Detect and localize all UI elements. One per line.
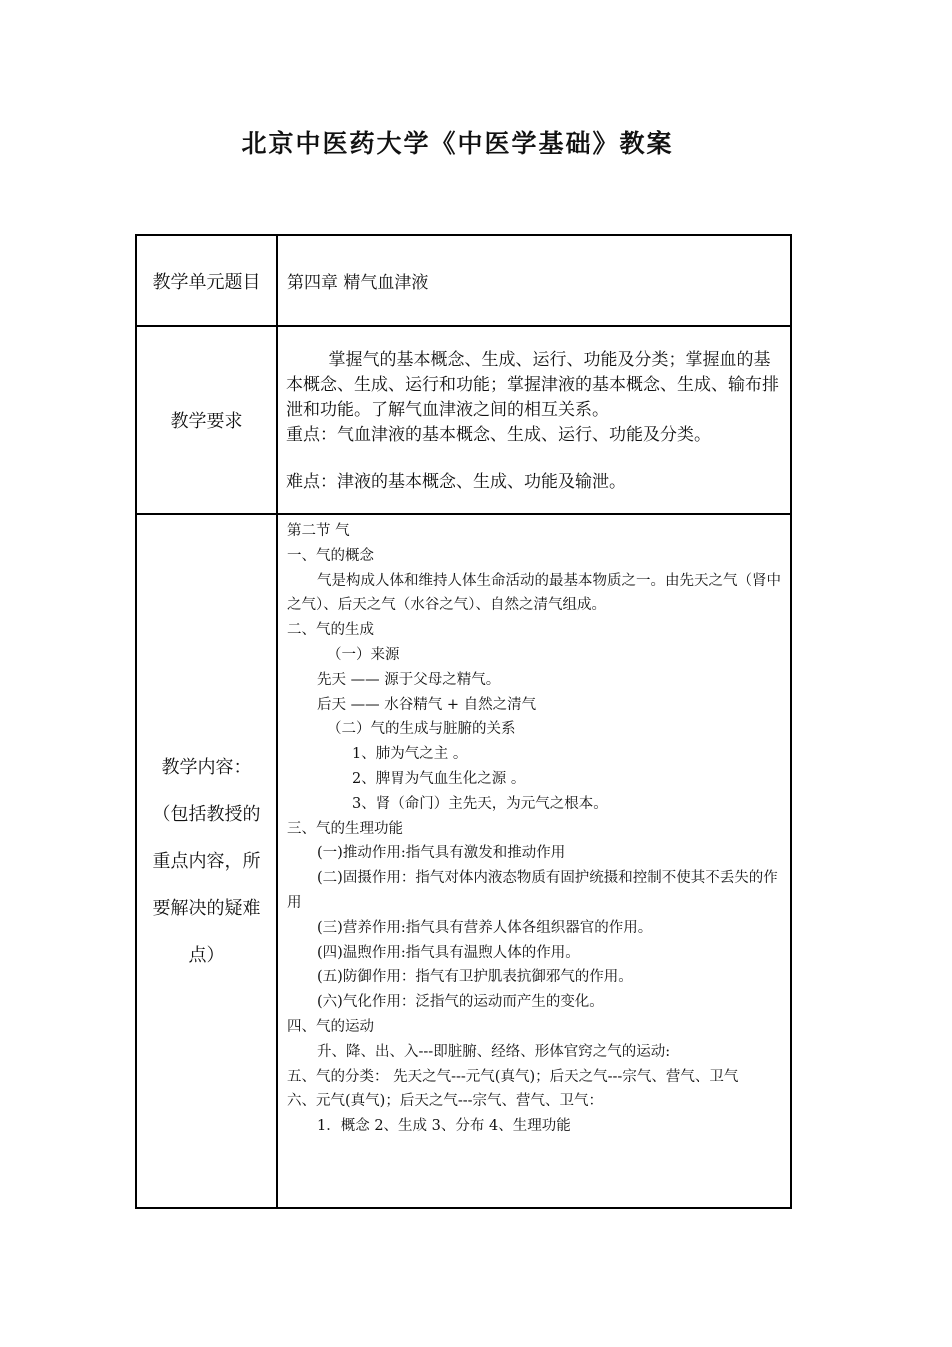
content-label-line: 点） (188, 944, 225, 966)
content-label-line: （包括教授的 (152, 803, 261, 825)
list-item: (二)固摄作用：指气对体内液态物质有固护统摄和控制不使其不丢失的作用 (287, 870, 778, 911)
table-row-requirements (136, 326, 791, 514)
list-item: (三)营养作用:指气具有营养人体各组织器官的作用。 (317, 919, 653, 936)
list-item: 2、脾胃为气血生化之源 。 (352, 770, 526, 787)
table-row-content (136, 514, 791, 1208)
list-item: 升、降、出、入---即脏腑、经络、形体官窍之气的运动: (317, 1043, 671, 1060)
section-heading: 第二节 气 (287, 523, 350, 539)
unit-label: 教学单元题目 (136, 235, 277, 326)
subheading: 三、气的生理功能 (287, 820, 403, 837)
list-item: （二）气的生成与脏腑的关系 (327, 721, 516, 738)
list-item: 3、肾（命门）主先天，为元气之根本。 (352, 795, 608, 812)
content-label (136, 514, 277, 1208)
document-title: 北京中医药大学《中医学基础》教案 (241, 129, 674, 158)
list-item: 后天 —— 水谷精气 + 自然之清气 (317, 696, 537, 713)
list-item: (五)防御作用：指气有卫护肌表抗御邪气的作用。 (317, 969, 633, 986)
unit-value: 第四章 精气血津液 (277, 235, 791, 326)
requirements-label: 教学要求 (136, 326, 277, 514)
list-item: 1、肺为气之主 。 (352, 746, 468, 763)
content-cell (277, 514, 791, 1208)
paragraph: 气是构成人体和维持人体生命活动的最基本物质之一。由先天之气（肾中之气）、后天之气（水谷之气）、自然之清气组成。 (287, 572, 781, 614)
requirements-cell (277, 326, 791, 514)
content-label-line: 教学内容： (161, 756, 252, 778)
subheading: 四、气的运动 (287, 1018, 374, 1035)
requirements-text: 掌握气的基本概念、生成、运行、功能及分类；掌握血的基本概念、生成、运行和功能；掌握津液的基本概念、生成、输布排泄和功能。了解气血津液之间的相互关系。 (286, 349, 779, 420)
list-item: (一)推动作用:指气具有激发和推动作用 (317, 845, 566, 862)
subheading: 五、气的分类： 先天之气---元气(真气)；后天之气---宗气、营气、卫气 (287, 1068, 739, 1085)
difficult-points-text: 难点：津液的基本概念、生成、功能及输泄。 (286, 471, 626, 492)
lesson-plan-table (135, 234, 792, 1209)
subheading: 二、气的生成 (287, 622, 374, 639)
list-item: (四)温煦作用:指气具有温煦人体的作用。 (317, 944, 580, 961)
content-label-line: 要解决的疑难 (152, 897, 261, 919)
table-row-unit (136, 235, 791, 326)
list-item: 1．概念 2、生成 3、分布 4、生理功能 (317, 1118, 571, 1135)
list-item: （一）来源 (327, 646, 400, 663)
list-item: (六)气化作用：泛指气的运动而产生的变化。 (317, 994, 604, 1011)
key-points-text: 重点：气血津液的基本概念、生成、运行、功能及分类。 (286, 424, 711, 445)
content-label-line: 重点内容，所 (152, 850, 261, 872)
subheading: 六、元气(真气)；后天之气---宗气、营气、卫气： (287, 1093, 604, 1110)
list-item: 先天 —— 源于父母之精气。 (317, 671, 501, 688)
subheading: 一、气的概念 (287, 547, 374, 564)
